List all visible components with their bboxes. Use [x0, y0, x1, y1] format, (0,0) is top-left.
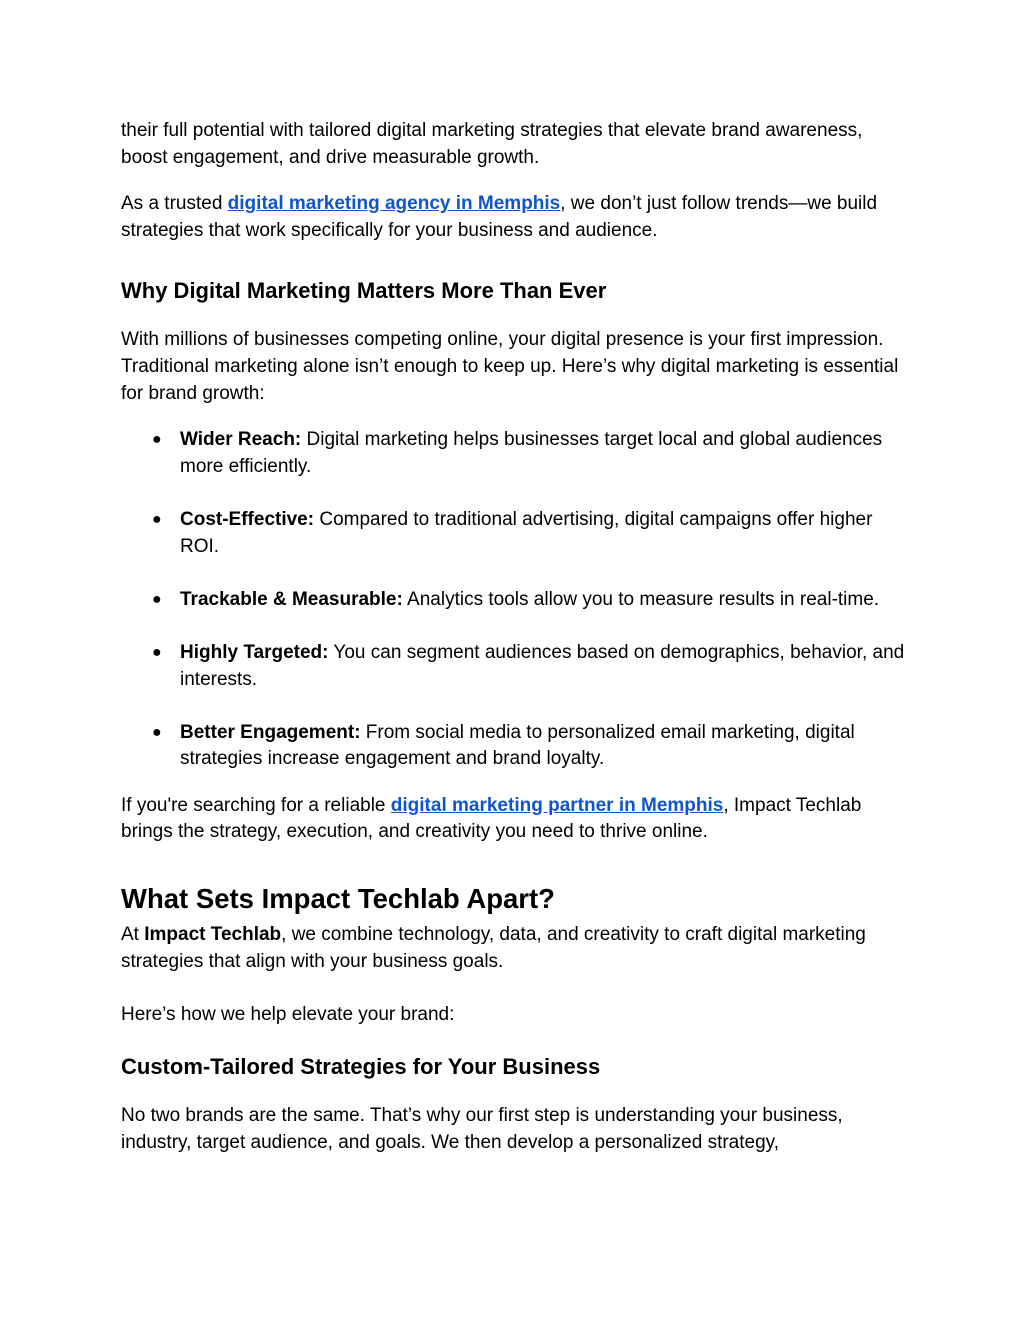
list-item-term: Wider Reach: — [180, 429, 302, 451]
custom-section-heading: Custom-Tailored Strategies for Your Business — [121, 1054, 601, 1080]
partner-text-after: , Impact Techlab brings the strategy, execution, and creativity you need to thrive online. — [121, 794, 862, 843]
list-item-term: Trackable & Measurable: — [180, 588, 403, 610]
help-line-paragraph: Here’s how we help elevate your brand: — [121, 1003, 455, 1025]
apart-intro-paragraph — [121, 922, 911, 975]
document-page — [121, 118, 911, 1157]
partner-memphis-link[interactable]: digital marketing partner in Memphis — [390, 794, 724, 816]
agency-memphis-link[interactable]: digital marketing agency in Memphis — [227, 193, 561, 215]
apart-text-before: At — [121, 924, 145, 946]
apart-text-after: , we combine technology, data, and creativity to craft digital marketing strategies that align with your business goals. — [121, 924, 866, 972]
list-item — [121, 427, 911, 480]
why-section-heading: Why Digital Marketing Matters More Than Ever — [121, 278, 607, 304]
list-item-text: Analytics tools allow you to measure results in real-time. — [402, 588, 880, 610]
apart-section-heading: What Sets Impact Techlab Apart? — [121, 883, 555, 915]
list-item — [121, 640, 911, 693]
why-section-paragraph: With millions of businesses competing online, your digital presence is your first impression. Traditional marketing alone isn’t enough to keep up. Here’s why digital marketing is essential for brand growth: — [121, 329, 899, 404]
list-item-term: Cost-Effective: — [180, 508, 315, 530]
custom-section-paragraph: No two brands are the same. That’s why our first step is understanding your business, industry, target audience, and goals. We then develop a personalized strategy, — [121, 1105, 843, 1154]
benefits-list — [121, 427, 911, 773]
partner-paragraph — [121, 793, 911, 846]
company-name: Impact Techlab — [144, 924, 282, 946]
bullet-icon: ● — [152, 510, 162, 528]
list-item-term: Better Engagement: — [180, 721, 361, 743]
trusted-text-after: , we don’t just follow trends—we build strategies that work specifically for your business and audience. — [121, 193, 878, 241]
list-item-text: Digital marketing helps businesses target local and global audiences more efficiently. — [180, 429, 883, 477]
intro-continuation-paragraph: their full potential with tailored digital marketing strategies that elevate brand awareness, boost engagement, and drive measurable growth. — [121, 120, 863, 168]
list-item-text: You can segment audiences based on demographics, behavior, and interests. — [180, 641, 905, 690]
bullet-icon: ● — [152, 723, 162, 741]
bullet-icon: ● — [152, 590, 162, 608]
list-item — [121, 720, 911, 773]
bullet-icon: ● — [152, 643, 162, 661]
list-item — [121, 507, 911, 560]
list-item-term: Highly Targeted: — [180, 641, 329, 663]
intro-trusted-paragraph — [121, 191, 911, 244]
bullet-icon: ● — [152, 431, 162, 449]
list-item-text: From social media to personalized email marketing, digital strategies increase engagement and brand loyalty. — [180, 721, 855, 770]
trusted-text-before: As a trusted — [121, 193, 228, 215]
list-item — [121, 587, 911, 614]
list-item-text: Compared to traditional advertising, digital campaigns offer higher ROI. — [180, 508, 873, 557]
partner-text-before: If you're searching for a reliable — [121, 794, 391, 816]
